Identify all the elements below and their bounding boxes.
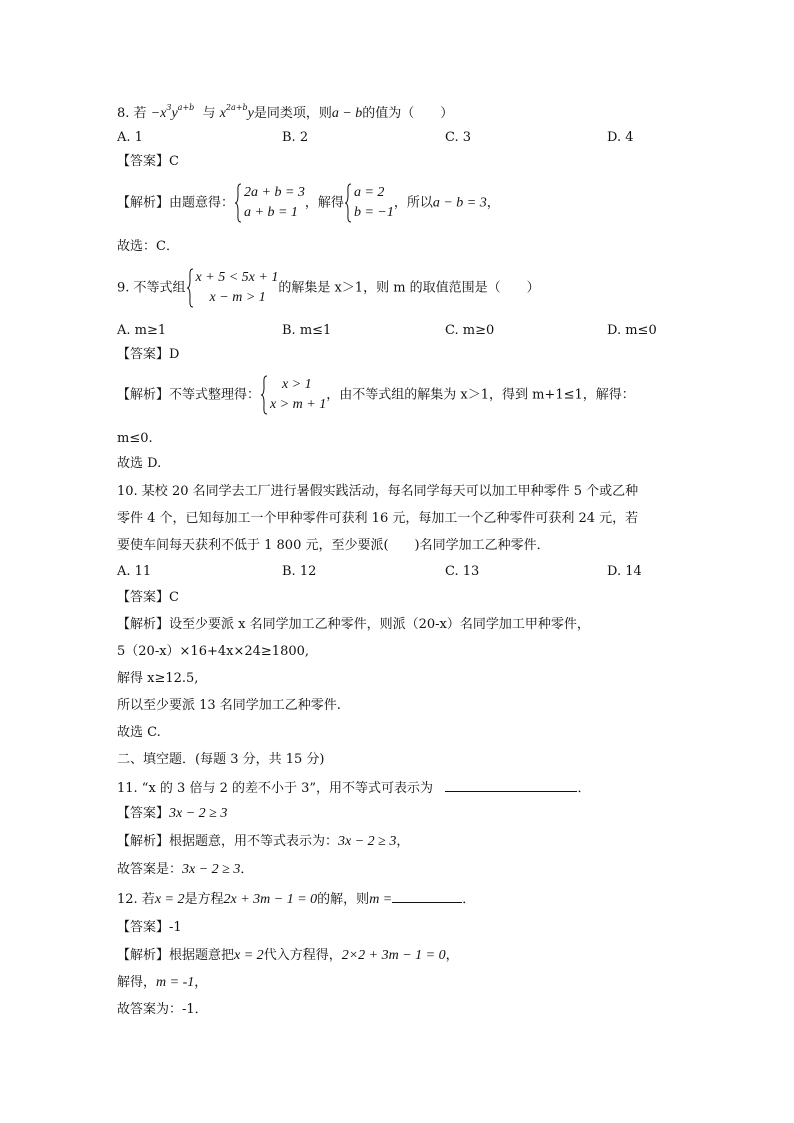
q8-conclusion: 故选：C． — [117, 239, 179, 254]
q12-question: 12. 若x = 2是方程2x + 3m − 1 = 0的解，则m = ． — [117, 889, 475, 909]
q10-question-line1: 10. 某校 20 名同学去工厂进行暑假实践活动，每名同学每天可以加工甲种零件 5 个或乙种 — [117, 484, 639, 499]
q9-conclusion: 故选 D. — [117, 456, 162, 471]
q9-option-b: B. m≤1 — [282, 323, 332, 338]
q10-analysis-line4: 所以至少要派 13 名同学加工乙种零件. — [117, 698, 341, 713]
q11-analysis: 【解析】根据题意，用不等式表示为：3x − 2 ≥ 3， — [117, 834, 410, 849]
q9-analysis-line2: m≤0. — [117, 431, 153, 446]
q10-option-d: D. 14 — [607, 564, 642, 579]
q12-answer-blank — [392, 889, 462, 903]
q9-option-d: D. m≤0 — [607, 323, 657, 338]
q12-solve: 解得，m = -1， — [117, 975, 208, 990]
brace-icon — [260, 375, 268, 415]
q8-system-1: 2a + b = 3 a + b = 1 — [234, 183, 305, 223]
q10-analysis-line2: 5（20-x）×16+4x×24≥1800, — [117, 644, 310, 659]
q10-option-a: A. 11 — [117, 564, 152, 579]
q8-option-b: B. 2 — [282, 130, 309, 145]
brace-icon — [344, 183, 352, 223]
q8-answer: 【答案】C — [117, 154, 179, 169]
q10-question-line2: 零件 4 个，已知每加工一个甲种零件可获利 16 元，每加工一个乙种零件可获利 24 元，若 — [117, 511, 639, 526]
q11-answer: 【答案】3x − 2 ≥ 3 — [117, 806, 228, 821]
q12-answer: 【答案】-1 — [117, 920, 182, 935]
q10-option-c: C. 13 — [445, 564, 480, 579]
q9-answer: 【答案】D — [117, 347, 180, 362]
q8-system-2: a = 2 b = −1 — [344, 183, 394, 223]
brace-icon — [186, 268, 194, 308]
q11-answer-blank — [445, 778, 577, 792]
q11-question: 11. “x 的 3 倍与 2 的差不小于 3”，用不等式可表示为 ． — [117, 778, 590, 798]
q9-system: x + 5 < 5x + 1 x − m > 1 — [186, 268, 279, 308]
q11-conclusion: 故答案是：3x − 2 ≥ 3． — [117, 862, 254, 877]
q10-option-b: B. 12 — [282, 564, 317, 579]
q8-option-d: D. 4 — [607, 130, 634, 145]
q10-answer: 【答案】C — [117, 590, 179, 605]
q10-question-line3: 要使车间每天获利不低于 1 800 元，至少要派( )名同学加工乙种零件． — [117, 538, 550, 553]
q9-question: 9. 不等式组 x + 5 < 5x + 1 x − m > 1 的解集是 x＞1，则 m 的取值范围是（ ） — [117, 268, 540, 308]
q9-option-c: C. m≥0 — [445, 323, 495, 338]
q12-analysis: 【解析】根据题意把x = 2代入方程得，2×2 + 3m − 1 = 0， — [117, 948, 459, 963]
q9-analysis: 【解析】不等式整理得： x > 1 x > m + 1 ，由不等式组的解集为 x＞1，得到 m+1≤1，解得： — [117, 375, 635, 415]
brace-icon — [234, 183, 242, 223]
q10-analysis-line1: 【解析】设至少要派 x 名同学加工乙种零件，则派（20-x）名同学加工甲种零件， — [117, 617, 590, 632]
q8-option-a: A. 1 — [117, 130, 143, 145]
q8-analysis: 【解析】由题意得： 2a + b = 3 a + b = 1 ，解得 a = 2 b = −1 ，所以a − b = 3， — [117, 183, 500, 223]
q9-system-2: x > 1 x > m + 1 — [260, 375, 326, 415]
q12-conclusion: 故答案为：-1． — [117, 1002, 208, 1017]
q8-question: 8. 若 $-x^3y^{a+b}$ 与 $x^{2a+b}y$是同类项，则a − b的值为（ ） — [117, 103, 454, 121]
q8-option-c: C. 3 — [445, 130, 472, 145]
q10-analysis-line3: 解得 x≥12.5, — [117, 671, 199, 686]
q9-option-a: A. m≥1 — [117, 323, 167, 338]
section-title: 二、填空题．(每题 3 分，共 15 分) — [117, 752, 325, 767]
q10-conclusion: 故选 C. — [117, 725, 161, 740]
